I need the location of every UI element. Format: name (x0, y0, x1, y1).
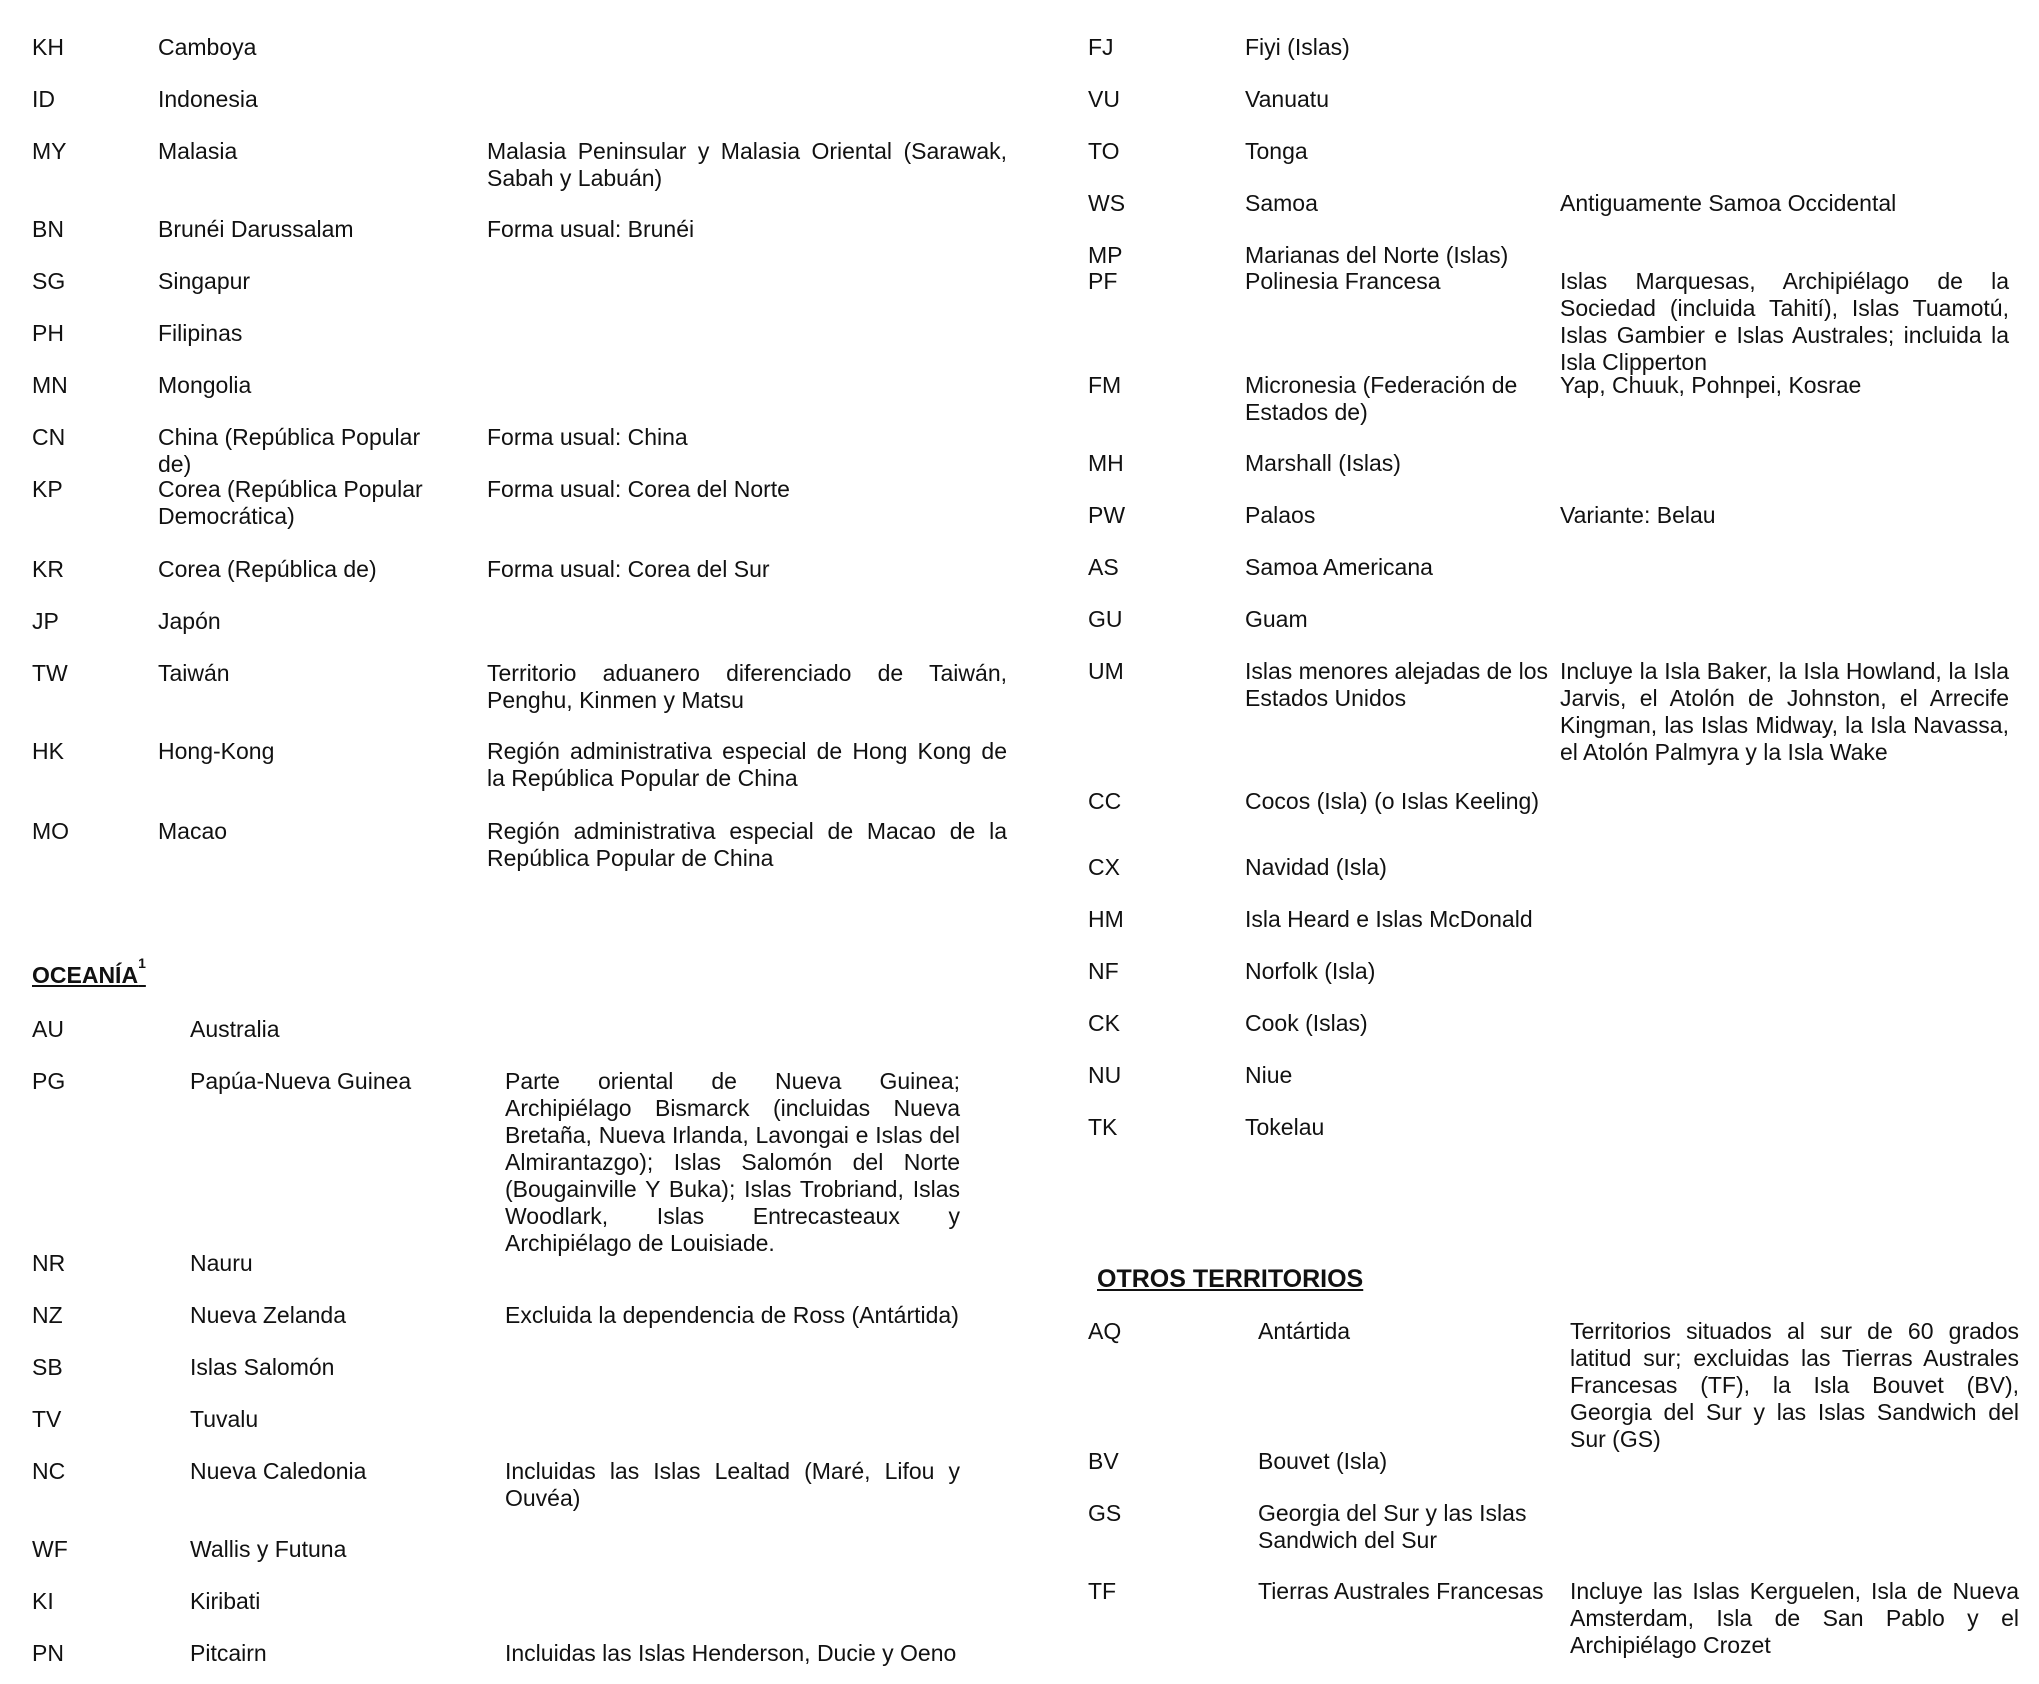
country-name: Polinesia Francesa (1245, 268, 1441, 294)
country-code: PW (1088, 502, 1126, 528)
country-code: AS (1088, 554, 1119, 580)
country-name: Camboya (158, 34, 257, 60)
country-code: BV (1088, 1448, 1119, 1474)
country-name: Islas menores alejadas de los Estados Unidos (1245, 658, 1548, 711)
country-note: Incluidas las Islas Henderson, Ducie y Oeno (505, 1640, 957, 1666)
country-name: Hong-Kong (158, 738, 275, 764)
country-name: Corea (República de) (158, 556, 377, 582)
country-code: CX (1088, 854, 1120, 880)
country-name: Taiwán (158, 660, 230, 686)
country-name: Australia (190, 1016, 280, 1042)
country-code: HK (32, 738, 64, 764)
footnote-marker: 1 (138, 955, 146, 972)
country-code: JP (32, 608, 59, 634)
country-code: AQ (1088, 1318, 1122, 1344)
country-code: ID (32, 86, 55, 112)
country-note: Forma usual: Corea del Sur (487, 556, 770, 582)
country-code: MO (32, 818, 70, 844)
country-name: Singapur (158, 268, 251, 294)
country-note: Territorios situados al sur de 60 grados latitud sur; excluidas las Tierras Australes Francesas (TF), la Isla Bouvet (BV), Georgia del Sur y las Islas Sandwich del Sur (GS) (1570, 1318, 2019, 1452)
country-code: TO (1088, 138, 1120, 164)
country-code: KH (32, 34, 64, 60)
country-code: KI (32, 1588, 54, 1614)
country-name: Tokelau (1245, 1114, 1325, 1140)
country-name: Pitcairn (190, 1640, 267, 1666)
country-code: NC (32, 1458, 66, 1484)
country-code: KP (32, 476, 63, 502)
country-name: Nueva Zelanda (190, 1302, 346, 1328)
country-code: CN (32, 424, 66, 450)
country-name: Niue (1245, 1062, 1293, 1088)
country-note: Incluidas las Islas Lealtad (Maré, Lifou y Ouvéa) (505, 1458, 960, 1511)
country-code: FM (1088, 372, 1122, 398)
country-note: Malasia Peninsular y Malasia Oriental (Sarawak, Sabah y Labuán) (487, 138, 1007, 191)
country-name: Tuvalu (190, 1406, 259, 1432)
country-code: HM (1088, 906, 1124, 932)
country-code: MP (1088, 242, 1123, 268)
country-note: Incluye la Isla Baker, la Isla Howland, la Isla Jarvis, el Atolón de Johnston, el Arrecife Kingman, las Islas Midway, la Isla Navassa, el Atolón Palmyra y la Isla Wake (1560, 658, 2009, 765)
country-code: NZ (32, 1302, 63, 1328)
country-note: Forma usual: Corea del Norte (487, 476, 790, 502)
country-name: Mongolia (158, 372, 252, 398)
country-note: Incluye las Islas Kerguelen, Isla de Nueva Amsterdam, Isla de San Pablo y el Archipiélago Crozet (1570, 1578, 2019, 1658)
country-code: TV (32, 1406, 62, 1432)
country-code: SG (32, 268, 66, 294)
country-code: WS (1088, 190, 1126, 216)
country-name: Indonesia (158, 86, 258, 112)
country-code: GS (1088, 1500, 1122, 1526)
country-code: PN (32, 1640, 64, 1666)
country-name: Papúa-Nueva Guinea (190, 1068, 412, 1094)
section-heading-other-territories: OTROS TERRITORIOS (1097, 1265, 1364, 1293)
country-code: NF (1088, 958, 1119, 984)
country-code: WF (32, 1536, 68, 1562)
country-code: FJ (1088, 34, 1114, 60)
country-code: UM (1088, 658, 1124, 684)
country-name: Islas Salomón (190, 1354, 335, 1380)
country-code: AU (32, 1016, 64, 1042)
country-code: CK (1088, 1010, 1120, 1036)
country-code: VU (1088, 86, 1120, 112)
country-note: Parte oriental de Nueva Guinea; Archipiélago Bismarck (incluidas Nueva Bretaña, Nueva Irlanda, Lavongai e Islas del Almirantazgo); Islas Salomón del Norte (Bougainville Y Buka); Islas Trobriand, Islas Woodlark, Islas Entrecasteaux y Archipiélago de Louisiade. (505, 1068, 960, 1256)
country-name: Antártida (1258, 1318, 1351, 1344)
country-code: NU (1088, 1062, 1122, 1088)
country-note: Región administrativa especial de Hong Kong de la República Popular de China (487, 738, 1007, 791)
country-name: Nauru (190, 1250, 253, 1276)
country-name: Samoa (1245, 190, 1318, 216)
section-heading-oceania: OCEANÍA$^1$ (32, 955, 146, 988)
country-code: TF (1088, 1578, 1117, 1604)
country-code: KR (32, 556, 64, 582)
country-code: MH (1088, 450, 1124, 476)
country-name: Corea (República Popular Democrática) (158, 476, 423, 529)
country-note: Forma usual: Brunéi (487, 216, 695, 242)
country-code: NR (32, 1250, 66, 1276)
country-name: Micronesia (Federación de Estados de) (1245, 372, 1518, 425)
country-name: Navidad (Isla) (1245, 854, 1387, 880)
country-name: Cocos (Isla) (o Islas Keeling) (1245, 788, 1539, 814)
country-name: Macao (158, 818, 228, 844)
country-name: Palaos (1245, 502, 1316, 528)
country-note: Islas Marquesas, Archipiélago de la Sociedad (incluida Tahití), Islas Tuamotú, Islas Gambier e Islas Australes; incluida la Isla Clipperton (1560, 268, 2009, 375)
country-name: Guam (1245, 606, 1308, 632)
country-note: Yap, Chuuk, Pohnpei, Kosrae (1560, 372, 1862, 398)
country-code: PH (32, 320, 64, 346)
country-code: TK (1088, 1114, 1118, 1140)
country-name: Tierras Australes Francesas (1258, 1578, 1544, 1604)
country-code: PF (1088, 268, 1118, 294)
country-note: Forma usual: China (487, 424, 688, 450)
country-note: Excluida la dependencia de Ross (Antártida) (505, 1302, 959, 1328)
country-name: Marianas del Norte (Islas) (1245, 242, 1509, 268)
country-name: Bouvet (Isla) (1258, 1448, 1388, 1474)
country-name: Brunéi Darussalam (158, 216, 354, 242)
country-name: Japón (158, 608, 221, 634)
country-name: Georgia del Sur y las Islas Sandwich del Sur (1258, 1500, 1527, 1553)
country-code: CC (1088, 788, 1122, 814)
country-name: Fiyi (Islas) (1245, 34, 1350, 60)
country-code: GU (1088, 606, 1123, 632)
country-note: Variante: Belau (1560, 502, 1716, 528)
country-name: Isla Heard e Islas McDonald (1245, 906, 1533, 932)
country-name: Samoa Americana (1245, 554, 1433, 580)
country-note: Región administrativa especial de Macao de la República Popular de China (487, 818, 1007, 871)
country-name: Vanuatu (1245, 86, 1329, 112)
country-code: TW (32, 660, 68, 686)
country-code: BN (32, 216, 64, 242)
country-code: MN (32, 372, 68, 398)
country-name: Wallis y Futuna (190, 1536, 347, 1562)
country-name: Malasia (158, 138, 238, 164)
country-name: Marshall (Islas) (1245, 450, 1401, 476)
country-note: Territorio aduanero diferenciado de Taiwán, Penghu, Kinmen y Matsu (487, 660, 1007, 713)
country-name: Cook (Islas) (1245, 1010, 1368, 1036)
country-code: PG (32, 1068, 66, 1094)
country-name: Tonga (1245, 138, 1308, 164)
country-code: SB (32, 1354, 63, 1380)
country-name: Kiribati (190, 1588, 261, 1614)
country-name: Nueva Caledonia (190, 1458, 367, 1484)
country-name: Filipinas (158, 320, 243, 346)
country-name: China (República Popular de) (158, 424, 421, 477)
country-name: Norfolk (Isla) (1245, 958, 1376, 984)
country-code: MY (32, 138, 67, 164)
country-note: Antiguamente Samoa Occidental (1560, 190, 1897, 216)
